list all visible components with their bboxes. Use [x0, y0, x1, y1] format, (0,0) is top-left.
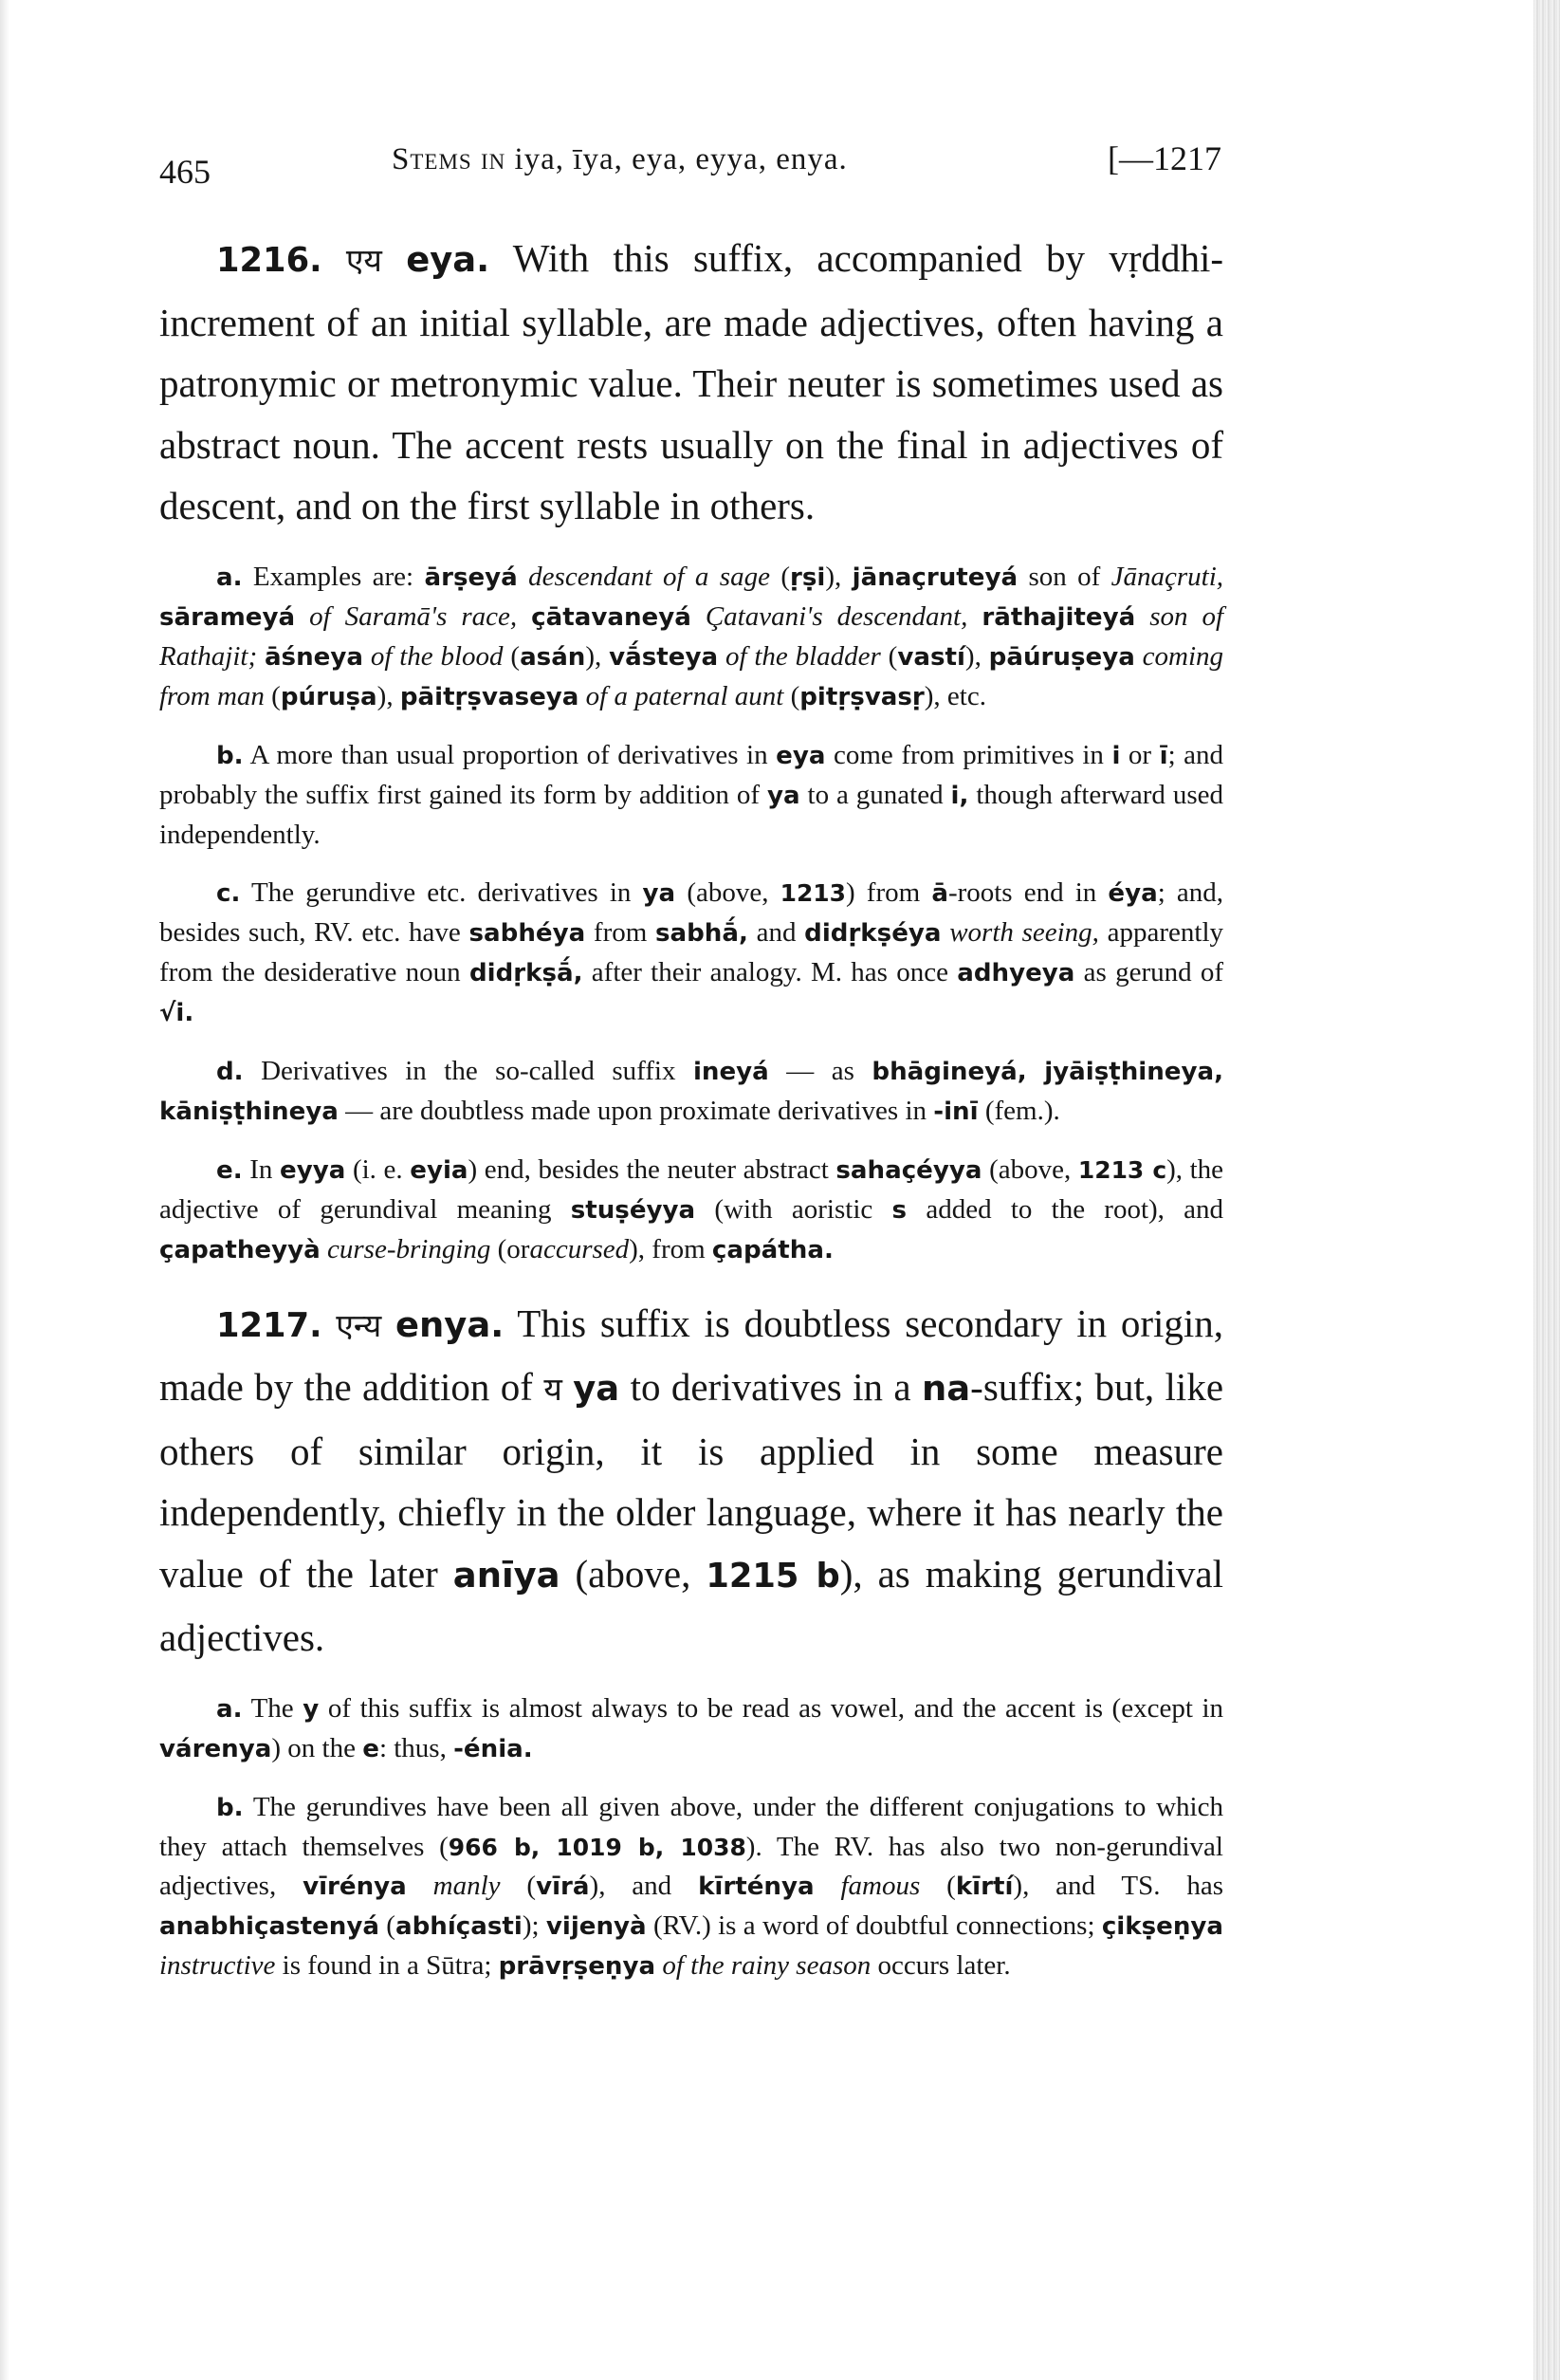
text: ( — [271, 680, 281, 711]
text: to a gunated — [807, 779, 944, 810]
text: come from primitives in — [834, 739, 1104, 770]
subsection-label: a. — [216, 1694, 243, 1724]
text: ) on the — [271, 1732, 356, 1763]
gloss: descendant of a sage — [528, 561, 770, 592]
word: y — [303, 1694, 320, 1724]
text: (above, — [687, 876, 769, 908]
subsection-1217-b — [159, 1788, 1223, 1986]
devanagari-term: य — [543, 1371, 562, 1408]
word: bhāgineyá, — [872, 1057, 1027, 1086]
subsection-1216-d — [159, 1052, 1223, 1132]
word: vijenyà — [545, 1911, 647, 1941]
text: The — [250, 1692, 294, 1724]
word: vā́steya — [609, 642, 719, 672]
word: vīrá — [536, 1872, 590, 1901]
text: (with aoristic — [714, 1193, 873, 1225]
word: ya — [573, 1368, 620, 1409]
text: In — [249, 1153, 273, 1185]
text: is found in a Sūtra; — [282, 1949, 492, 1981]
suffix-term: enya. — [395, 1303, 505, 1345]
subsection-label: b. — [216, 1793, 244, 1822]
subsection-1216-a — [159, 558, 1223, 717]
word: anīya — [452, 1554, 560, 1596]
word: i, — [950, 781, 969, 810]
word: didṛkṣéya — [804, 918, 942, 948]
text: Examples are: — [252, 561, 414, 592]
word: āśneya — [264, 642, 363, 672]
text: added to the root), and — [926, 1193, 1224, 1225]
section-range: [—1217 — [1108, 139, 1221, 177]
section-ref: 966 b, 1019 b, 1038 — [448, 1833, 746, 1861]
word: ārṣeyá — [424, 563, 518, 592]
word: s — [891, 1195, 908, 1225]
page-number: 465 — [159, 153, 211, 191]
word: ya — [642, 878, 676, 908]
word: ṛṣi — [789, 563, 826, 592]
gloss: curse-bringing — [327, 1233, 491, 1264]
scan-edge-left — [0, 0, 9, 2380]
section-1216 — [159, 228, 1223, 537]
gloss: of the rainy season — [662, 1949, 872, 1981]
subsection-label: e. — [216, 1155, 243, 1185]
subsection-1217-a — [159, 1689, 1223, 1769]
gloss: instructive — [159, 1949, 276, 1981]
text: ( — [946, 1870, 956, 1901]
subsection-label: c. — [216, 878, 241, 908]
text: This suffix is doubtless secondary in origin, made by the addition of — [159, 1301, 1224, 1409]
gloss: of the bladder — [725, 640, 881, 672]
word: çapatheyyà — [159, 1235, 321, 1264]
text: ) from — [846, 876, 921, 908]
word: e — [362, 1734, 379, 1763]
text: son of — [1028, 561, 1101, 592]
section-number: 1216. — [216, 241, 322, 280]
word: -inī — [933, 1097, 979, 1126]
gloss: of a paternal aunt — [585, 680, 784, 711]
word: çātavaneyá — [531, 602, 691, 632]
text: (or — [497, 1233, 530, 1264]
text: ), — [585, 640, 602, 672]
section-ref: 1213 c — [1077, 1155, 1167, 1184]
word: çikṣeṇya — [1101, 1911, 1224, 1941]
text: occurs later. — [877, 1949, 1011, 1981]
gloss: son of Rathajit; — [159, 600, 1224, 672]
word: i — [1111, 741, 1121, 770]
devanagari-term: एय — [345, 242, 382, 279]
text: after their analogy. M. has once — [591, 956, 948, 987]
text: ( — [888, 640, 898, 672]
running-title — [392, 142, 848, 177]
devanagari-term: एन्य — [336, 1306, 382, 1344]
text: Derivatives in the so-called suffix — [261, 1055, 676, 1086]
gloss: coming from man — [159, 640, 1224, 711]
section-ref: 1215 b — [706, 1556, 840, 1596]
gloss: worth seeing, — [949, 916, 1099, 948]
text: and — [756, 916, 797, 948]
text: The gerundives have been all given above, under the different conjugations to which they attach themselves ( — [159, 1791, 1223, 1862]
text: or — [1128, 739, 1152, 770]
text: A more than usual proportion of derivatives in — [249, 739, 768, 770]
subsection-label: d. — [216, 1057, 244, 1086]
section-text: With this suffix, accompanied by vṛddhi-increment of an initial syllable, are made adjectives, often having a patronymic or metronymic value. Their neuter is sometimes used as abstract noun. The accent rests usually on the final in adjectives of descent, and on the first syllable in others. — [159, 236, 1224, 527]
word: várenya — [159, 1734, 272, 1763]
gloss: accursed — [529, 1233, 630, 1264]
word: sahaçéyya — [835, 1155, 982, 1185]
text: (above, — [575, 1551, 691, 1596]
subsection-label: b. — [216, 741, 244, 770]
word: rāthajiteyá — [982, 602, 1136, 632]
gloss: Jānaçruti, — [1110, 561, 1224, 592]
text: ); — [522, 1910, 540, 1941]
word: √i. — [159, 998, 194, 1027]
word: çapátha. — [711, 1235, 834, 1264]
text: ), the adjective of gerundival meaning — [159, 1153, 1224, 1225]
text: (i. e. — [352, 1153, 403, 1185]
text: ). The RV. has also two non-gerundival adjectives, — [159, 1831, 1223, 1901]
section-ref: 1213 — [780, 878, 847, 907]
word: ā — [931, 878, 948, 908]
text: (above, — [989, 1153, 1072, 1185]
suffix-term: eya. — [406, 239, 490, 280]
word: ineyá — [692, 1057, 769, 1086]
section-number: 1217. — [216, 1305, 322, 1345]
word: na — [922, 1368, 971, 1409]
word: pāúruṣeya — [988, 642, 1135, 672]
text: ), from — [629, 1233, 706, 1264]
section-1217 — [159, 1293, 1223, 1669]
running-title-smallcaps: Stems in — [392, 142, 506, 176]
word: eyia — [410, 1155, 468, 1185]
text: (fem.). — [984, 1095, 1060, 1126]
running-title-rest: iya, īya, eya, eyya, enya. — [505, 142, 848, 176]
text: ( — [386, 1910, 395, 1941]
text: ), etc. — [924, 680, 986, 711]
word: éya — [1108, 878, 1158, 908]
text: ; and, besides such, RV. etc. have — [159, 876, 1224, 948]
word: pitṛṣvasṛ — [799, 682, 925, 711]
word: didṛkṣā́, — [468, 958, 583, 987]
text: as gerund of — [1083, 956, 1224, 987]
subsection-1216-b — [159, 736, 1223, 855]
text: -roots end in — [947, 876, 1097, 908]
text: ), as making gerundival adjectives. — [159, 1551, 1223, 1659]
word: vastí — [897, 642, 965, 672]
text: -suffix; but, like others of similar origin, it is applied in some measure independently, chiefly in the older language, where it has nearly the value of the later — [159, 1365, 1224, 1596]
word: jyāiṣṭhineya, — [1044, 1057, 1224, 1086]
text: ( — [780, 561, 790, 592]
text: The gerundive etc. derivatives in — [251, 876, 632, 908]
text: ; and probably the suffix first gained its form by addition of — [159, 739, 1224, 810]
text: from — [593, 916, 648, 948]
word: stuṣéyya — [570, 1195, 696, 1225]
text: ) end, besides the neuter abstract — [468, 1153, 829, 1185]
word: pāitṛṣvaseya — [399, 682, 579, 711]
word: abhíçasti — [395, 1911, 523, 1941]
running-header — [159, 131, 1221, 191]
word: púruṣa — [280, 682, 377, 711]
word: asán — [520, 642, 586, 672]
text: — as — [786, 1055, 854, 1086]
gloss: Çatavani's descendant, — [705, 600, 968, 632]
word: adhyeya — [957, 958, 1075, 987]
subsection-1216-e — [159, 1151, 1223, 1270]
word: prāvṛṣeṇya — [498, 1951, 656, 1981]
gloss: of Saramā's race, — [309, 600, 518, 632]
word: sabhéya — [468, 918, 586, 948]
subsection-label: a. — [216, 563, 243, 592]
word: -énia. — [453, 1734, 533, 1763]
word: ya — [766, 781, 800, 810]
word: anabhiçastenyá — [159, 1911, 379, 1941]
word: vīrénya — [303, 1872, 407, 1901]
gloss: of the blood — [370, 640, 504, 672]
text: ), — [825, 561, 842, 592]
text: (RV.) is a word of doubtful connections; — [652, 1910, 1095, 1941]
text: ( — [526, 1870, 537, 1901]
word: eyya — [280, 1155, 346, 1185]
text: ), and TS. has — [1013, 1870, 1224, 1901]
word: sabhā́, — [654, 918, 748, 948]
word: kāniṣṭhineya — [159, 1097, 339, 1126]
text: to derivatives in a — [630, 1365, 911, 1409]
subsection-1216-c — [159, 874, 1223, 1033]
text: ( — [790, 680, 800, 711]
word: sārameyá — [159, 602, 296, 632]
text: ), and — [589, 1870, 672, 1901]
word: ī — [1159, 741, 1168, 770]
text: ), — [964, 640, 982, 672]
word: kīrtí — [955, 1872, 1014, 1901]
word: jānaçruteyá — [852, 563, 1019, 592]
page-body — [159, 228, 1223, 1986]
text: ( — [510, 640, 521, 672]
scan-edge-right — [1533, 0, 1560, 2380]
text: ), — [376, 680, 394, 711]
text: though afterward used independently. — [159, 779, 1224, 850]
word: eya — [776, 741, 826, 770]
gloss: manly — [432, 1870, 501, 1901]
text: : thus, — [378, 1732, 447, 1763]
word: kīrténya — [698, 1872, 815, 1901]
text: of this suffix is almost always to be read as vowel, and the accent is (except in — [327, 1692, 1224, 1724]
text: apparently from the desiderative noun — [159, 916, 1223, 987]
gloss: famous — [840, 1870, 921, 1901]
text: — are doubtless made upon proximate derivatives in — [345, 1095, 927, 1126]
